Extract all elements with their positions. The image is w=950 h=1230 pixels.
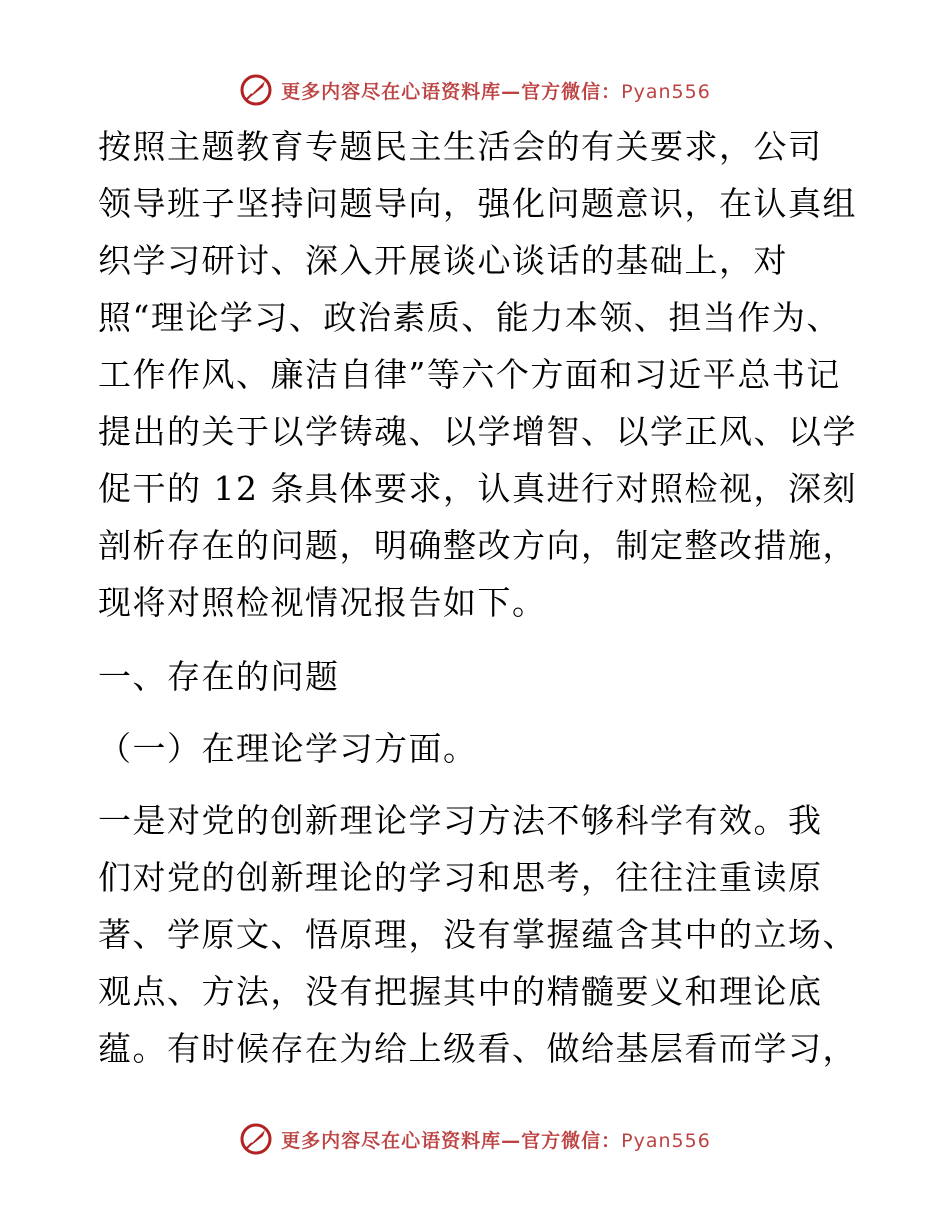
text-line: 照“理论学习、政治素质、能力本领、担当作为、 xyxy=(98,298,841,337)
text-line: 按照主题教育专题民主生活会的有关要求，公司 xyxy=(98,127,823,166)
text-line: 工作作风、廉洁自律”等六个方面和习近平总书记 xyxy=(98,355,841,394)
section-heading xyxy=(98,648,858,705)
watermark-header xyxy=(0,70,950,110)
text-line: 著、学原文、悟原理，没有掌握蕴含其中的立场、 xyxy=(98,915,857,954)
text-line: 剖析存在的问题，明确整改方向，制定整改措施， xyxy=(98,526,857,565)
document-body xyxy=(98,118,858,1077)
subsection-heading xyxy=(98,720,858,777)
quill-logo-icon xyxy=(239,73,273,107)
watermark-text: 更多内容尽在心语资料库—官方微信：Pyan556 xyxy=(281,80,711,103)
body-paragraph xyxy=(98,792,858,1077)
text-line: 一、存在的问题 xyxy=(98,657,340,696)
text-line: 蕴。有时候存在为给上级看、做给基层看而学习， xyxy=(98,1029,857,1068)
watermark-text: 更多内容尽在心语资料库—官方微信：Pyan556 xyxy=(281,1129,711,1152)
text-line: （一）在理论学习方面。 xyxy=(98,729,478,768)
quill-logo-icon xyxy=(239,1122,273,1156)
text-line: 促干的 12 条具体要求，认真进行对照检视，深刻 xyxy=(98,469,857,508)
text-line: 一是对党的创新理论学习方法不够科学有效。我 xyxy=(98,801,823,840)
text-line: 们对党的创新理论的学习和思考，往往注重读原 xyxy=(98,858,823,897)
text-line: 提出的关于以学铸魂、以学增智、以学正风、以学 xyxy=(98,412,857,451)
text-line: 领导班子坚持问题导向，强化问题意识，在认真组 xyxy=(98,184,857,223)
text-line: 观点、方法，没有把握其中的精髓要义和理论底 xyxy=(98,972,823,1011)
intro-paragraph xyxy=(98,118,858,631)
text-line: 织学习研讨、深入开展谈心谈话的基础上，对 xyxy=(98,241,788,280)
text-line: 现将对照检视情况报告如下。 xyxy=(98,583,547,622)
watermark-footer xyxy=(0,1119,950,1159)
